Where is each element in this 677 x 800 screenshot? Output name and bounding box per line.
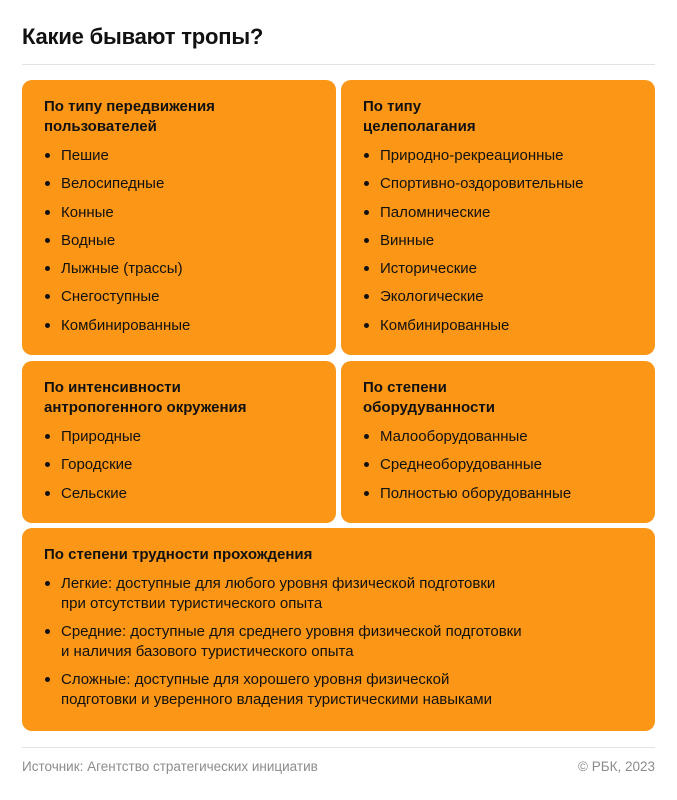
list-item: Исторические — [363, 259, 639, 279]
card-heading: По типу целеполагания — [363, 98, 476, 135]
card-heading: По интенсивности антропогенного окружения — [44, 379, 247, 416]
list-item: Паломнические — [363, 203, 639, 223]
card-heading: По типу передвижения пользователей — [44, 98, 215, 135]
footer-divider — [22, 747, 655, 748]
card-list — [44, 146, 320, 336]
list-item: Сельские — [44, 484, 320, 504]
header-divider — [22, 64, 655, 65]
list-item: Снегоступные — [44, 287, 320, 307]
list-item: Легкие: доступные для любого уровня физической подготовки при отсутствии туристического опыта — [44, 574, 639, 614]
card-difficulty-level — [22, 528, 655, 731]
list-item: Винные — [363, 231, 639, 251]
source-note: Источник: Агентство стратегических инициатив — [22, 759, 318, 774]
list-item: Природные — [44, 427, 320, 447]
list-item: Лыжные (трассы) — [44, 259, 320, 279]
list-item: Пешие — [44, 146, 320, 166]
list-item: Природно-рекреационные — [363, 146, 639, 166]
list-item: Конные — [44, 203, 320, 223]
copyright: © РБК, 2023 — [578, 759, 655, 774]
list-item: Малооборудованные — [363, 427, 639, 447]
card-list — [44, 427, 320, 504]
list-item: Комбинированные — [44, 316, 320, 336]
list-item: Велосипедные — [44, 174, 320, 194]
card-heading: По степени трудности прохождения — [44, 546, 313, 563]
list-item: Среднеоборудованные — [363, 455, 639, 475]
card-movement-type — [22, 80, 336, 355]
list-item: Комбинированные — [363, 316, 639, 336]
list-item: Полностью оборудованные — [363, 484, 639, 504]
card-goal-type — [341, 80, 655, 355]
list-item: Спортивно-оздоровительные — [363, 174, 639, 194]
card-list — [363, 146, 639, 336]
list-item: Сложные: доступные для хорошего уровня физической подготовки и уверенного владения туристическими навыками — [44, 670, 639, 710]
card-equipment-level — [341, 361, 655, 523]
list-item: Средние: доступные для среднего уровня физической подготовки и наличия базового туристического опыта — [44, 622, 639, 662]
card-list — [44, 574, 639, 710]
list-item: Водные — [44, 231, 320, 251]
card-anthropogenic-intensity — [22, 361, 336, 523]
list-item: Экологические — [363, 287, 639, 307]
card-heading: По степени оборудуванности — [363, 379, 495, 416]
list-item: Городские — [44, 455, 320, 475]
card-list — [363, 427, 639, 504]
page-title: Какие бывают тропы? — [22, 24, 264, 49]
